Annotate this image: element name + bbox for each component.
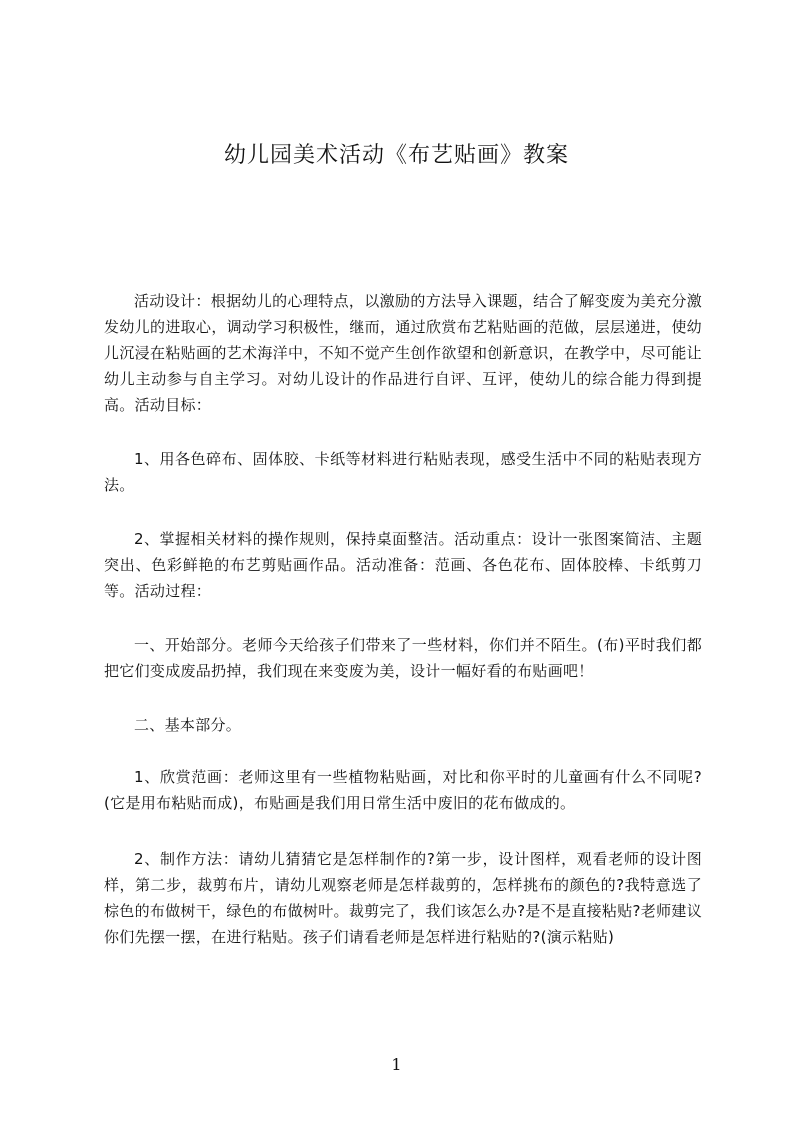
document-title: 幼儿园美术活动《布艺贴画》教案 — [223, 143, 569, 168]
paragraph-part-two-heading: 二、基本部分。 — [134, 716, 242, 734]
paragraph-goal-2: 2、掌握相关材料的操作规则，保持桌面整洁。活动重点：设计一张图案简洁、主题突出、色彩鲜艳的布艺剪贴画作品。活动准备：范画、各色花布、固体胶棒、卡纸剪刀等。活动过程： — [104, 530, 702, 600]
paragraph-goal-1: 1、用各色碎布、固体胶、卡纸等材料进行粘贴表现，感受生活中不同的粘贴表现方法。 — [104, 450, 702, 494]
paragraph-making-method: 2、制作方法：请幼儿猜猜它是怎样制作的?第一步，设计图样，观看老师的设计图样，第二步，裁剪布片，请幼儿观察老师是怎样裁剪的，怎样挑布的颜色的?我特意选了棕色的布做树干，绿色的布做树叶。裁剪完了，我们该怎么办?是不是直接粘贴?老师建议你们先摆一摆，在进行粘贴。孩子们请看老师是怎样进行粘贴的?(演示粘贴) — [104, 850, 702, 946]
paragraph-activity-design: 活动设计：根据幼儿的心理特点，以激励的方法导入课题，结合了解变废为美充分激发幼儿的进取心，调动学习积极性，继而，通过欣赏布艺粘贴画的范做，层层递进，使幼儿沉浸在粘贴画的艺术海洋中，不知不觉产生创作欲望和创新意识，在教学中，尽可能让幼儿主动参与自主学习。对幼儿设计的作品进行自评、互评，使幼儿的综合能力得到提高。活动目标： — [104, 292, 702, 414]
page-number: 1 — [391, 1055, 402, 1074]
paragraph-part-one: 一、开始部分。老师今天给孩子们带来了一些材料，你们并不陌生。(布)平时我们都把它们变成废品扔掉，我们现在来变废为美，设计一幅好看的布贴画吧！ — [104, 636, 702, 680]
paragraph-appreciation: 1、欣赏范画：老师这里有一些植物粘贴画，对比和你平时的儿童画有什么不同呢?(它是用布粘贴而成)，布贴画是我们用日常生活中废旧的花布做成的。 — [104, 768, 702, 812]
